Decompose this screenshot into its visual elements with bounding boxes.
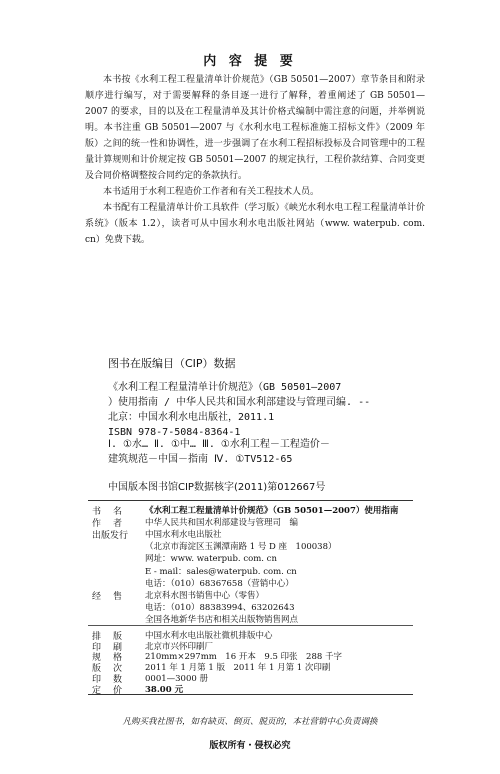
colophon-bottom-rule [88, 694, 413, 695]
colophon-value: 0001—3000 册 [145, 673, 208, 684]
cip-classification [108, 437, 408, 467]
colophon-label: 规 格 [92, 653, 122, 664]
colophon-value: 《水利工程工程量清单计价规范》（GB 50501—2007）使用指南 [145, 506, 399, 516]
colophon-value: 电话：（010）68367658（营销中心） [145, 578, 294, 589]
colophon-label: 经 售 [92, 591, 122, 602]
cip-class-line: 建筑规范－中国－指南 Ⅳ. ①TV512-65 [108, 454, 293, 465]
colophon-value: 38.00 元 [145, 684, 184, 695]
cip-record [108, 380, 408, 440]
colophon-value: 全国各地新华书店和相关出版物销售网点 [145, 614, 299, 625]
colophon-value: 中华人民共和国水利部建设与管理司 编 [145, 518, 299, 529]
colophon-label: 版 次 [92, 664, 122, 675]
summary-paragraph-1: 本书按《水利工程工程量清单计价规范》（GB 50501—2007）章节条目和附录顺序进行编写，对于需要解释的条目逐一进行了解释，着重阐述了 GB 50501—2007 的要求，目的以及在工程量清单及其计价格式编制中需注意的问题，并举例说明。本书注重 GB 50501—2007 与《水利水电工程标准施工招标文件》（2009 年版）之间的统一性和协调性，进一步强调了在水利工程招标投标及合同管理中的工程量计算规则和计价规定按 GB 50501—2007 的规定执行，工程价款结算、合同变更及合同价格调整按合同约定的条款执行。 [85, 75, 425, 181]
summary-paragraph-2: 本书适用于水利工程造价工作者和有关工程技术人员。 [103, 187, 320, 197]
colophon-value: 中国水利水电出版社微机排版中心 [145, 631, 273, 641]
colophon-label: 作 者 [92, 519, 122, 530]
cip-core-number: 中国版本图书馆CIP数据核字(2011)第012667号 [108, 482, 326, 493]
colophon-value: （北京市海淀区玉渊潭南路 1 号 D 座 100038） [145, 542, 337, 553]
colophon-value: 210mm×297mm 16 开本 9.5 印张 288 千字 [145, 652, 342, 663]
copyright-notice: 版权所有・侵权必究 [209, 741, 291, 751]
cip-title: 图书在版编目（CIP）数据 [108, 357, 236, 370]
summary-paragraph-3: 本书配有工程量清单计价工具软件（学习版）《峡光水利水电工程工程量清单计价系统》（版本 1.2），读者可从中国水利水电出版社网站（www. waterpub. com. cn）免费下载。 [85, 203, 425, 245]
colophon-label: 出版发行 [92, 531, 129, 542]
colophon-label: 排 版 [92, 632, 122, 642]
colophon-label: 印 数 [92, 674, 122, 685]
colophon-label: 书 名 [92, 507, 122, 517]
replacement-notice: 凡购买我社图书，如有缺页、倒页、脱页的，本社营销中心负责调换 [122, 717, 378, 727]
colophon-label: 定 价 [92, 685, 122, 696]
colophon-value: 北京市兴怀印刷厂 [145, 641, 214, 652]
colophon-value: 电话：（010）88383994、63202643 [145, 602, 295, 613]
summary-title: 内 容 提 要 [203, 54, 297, 69]
colophon-value: 2011 年 1 月第 1 版 2011 年 1 月第 1 次印刷 [145, 663, 331, 674]
cip-line: 《水利工程工程量清单计价规范》（GB 50501—2007 [108, 382, 342, 393]
colophon-value: 网址：www. waterpub. com. cn [145, 554, 277, 565]
cip-isbn: ISBN 978-7-5084-8364-1 [108, 427, 241, 438]
cip-line: 北京：中国水利水电出版社，2011.1 [108, 412, 275, 423]
colophon-mid-rule [88, 625, 413, 626]
colophon-value: 中国水利水电出版社 [145, 530, 222, 541]
colophon-value: E - mail：sales@waterpub. com. cn [145, 566, 297, 577]
colophon-value: 北京科水图书销售中心（零售） [145, 590, 265, 601]
cip-class-line: Ⅰ. ①水… Ⅱ. ①中… Ⅲ. ①水利工程－工程造价－ [108, 439, 330, 450]
cip-line: ）使用指南 / 中华人民共和国水利部建设与管理司编. -- [108, 397, 371, 408]
colophon-label: 印 刷 [92, 642, 122, 653]
colophon-top-rule [88, 500, 413, 501]
